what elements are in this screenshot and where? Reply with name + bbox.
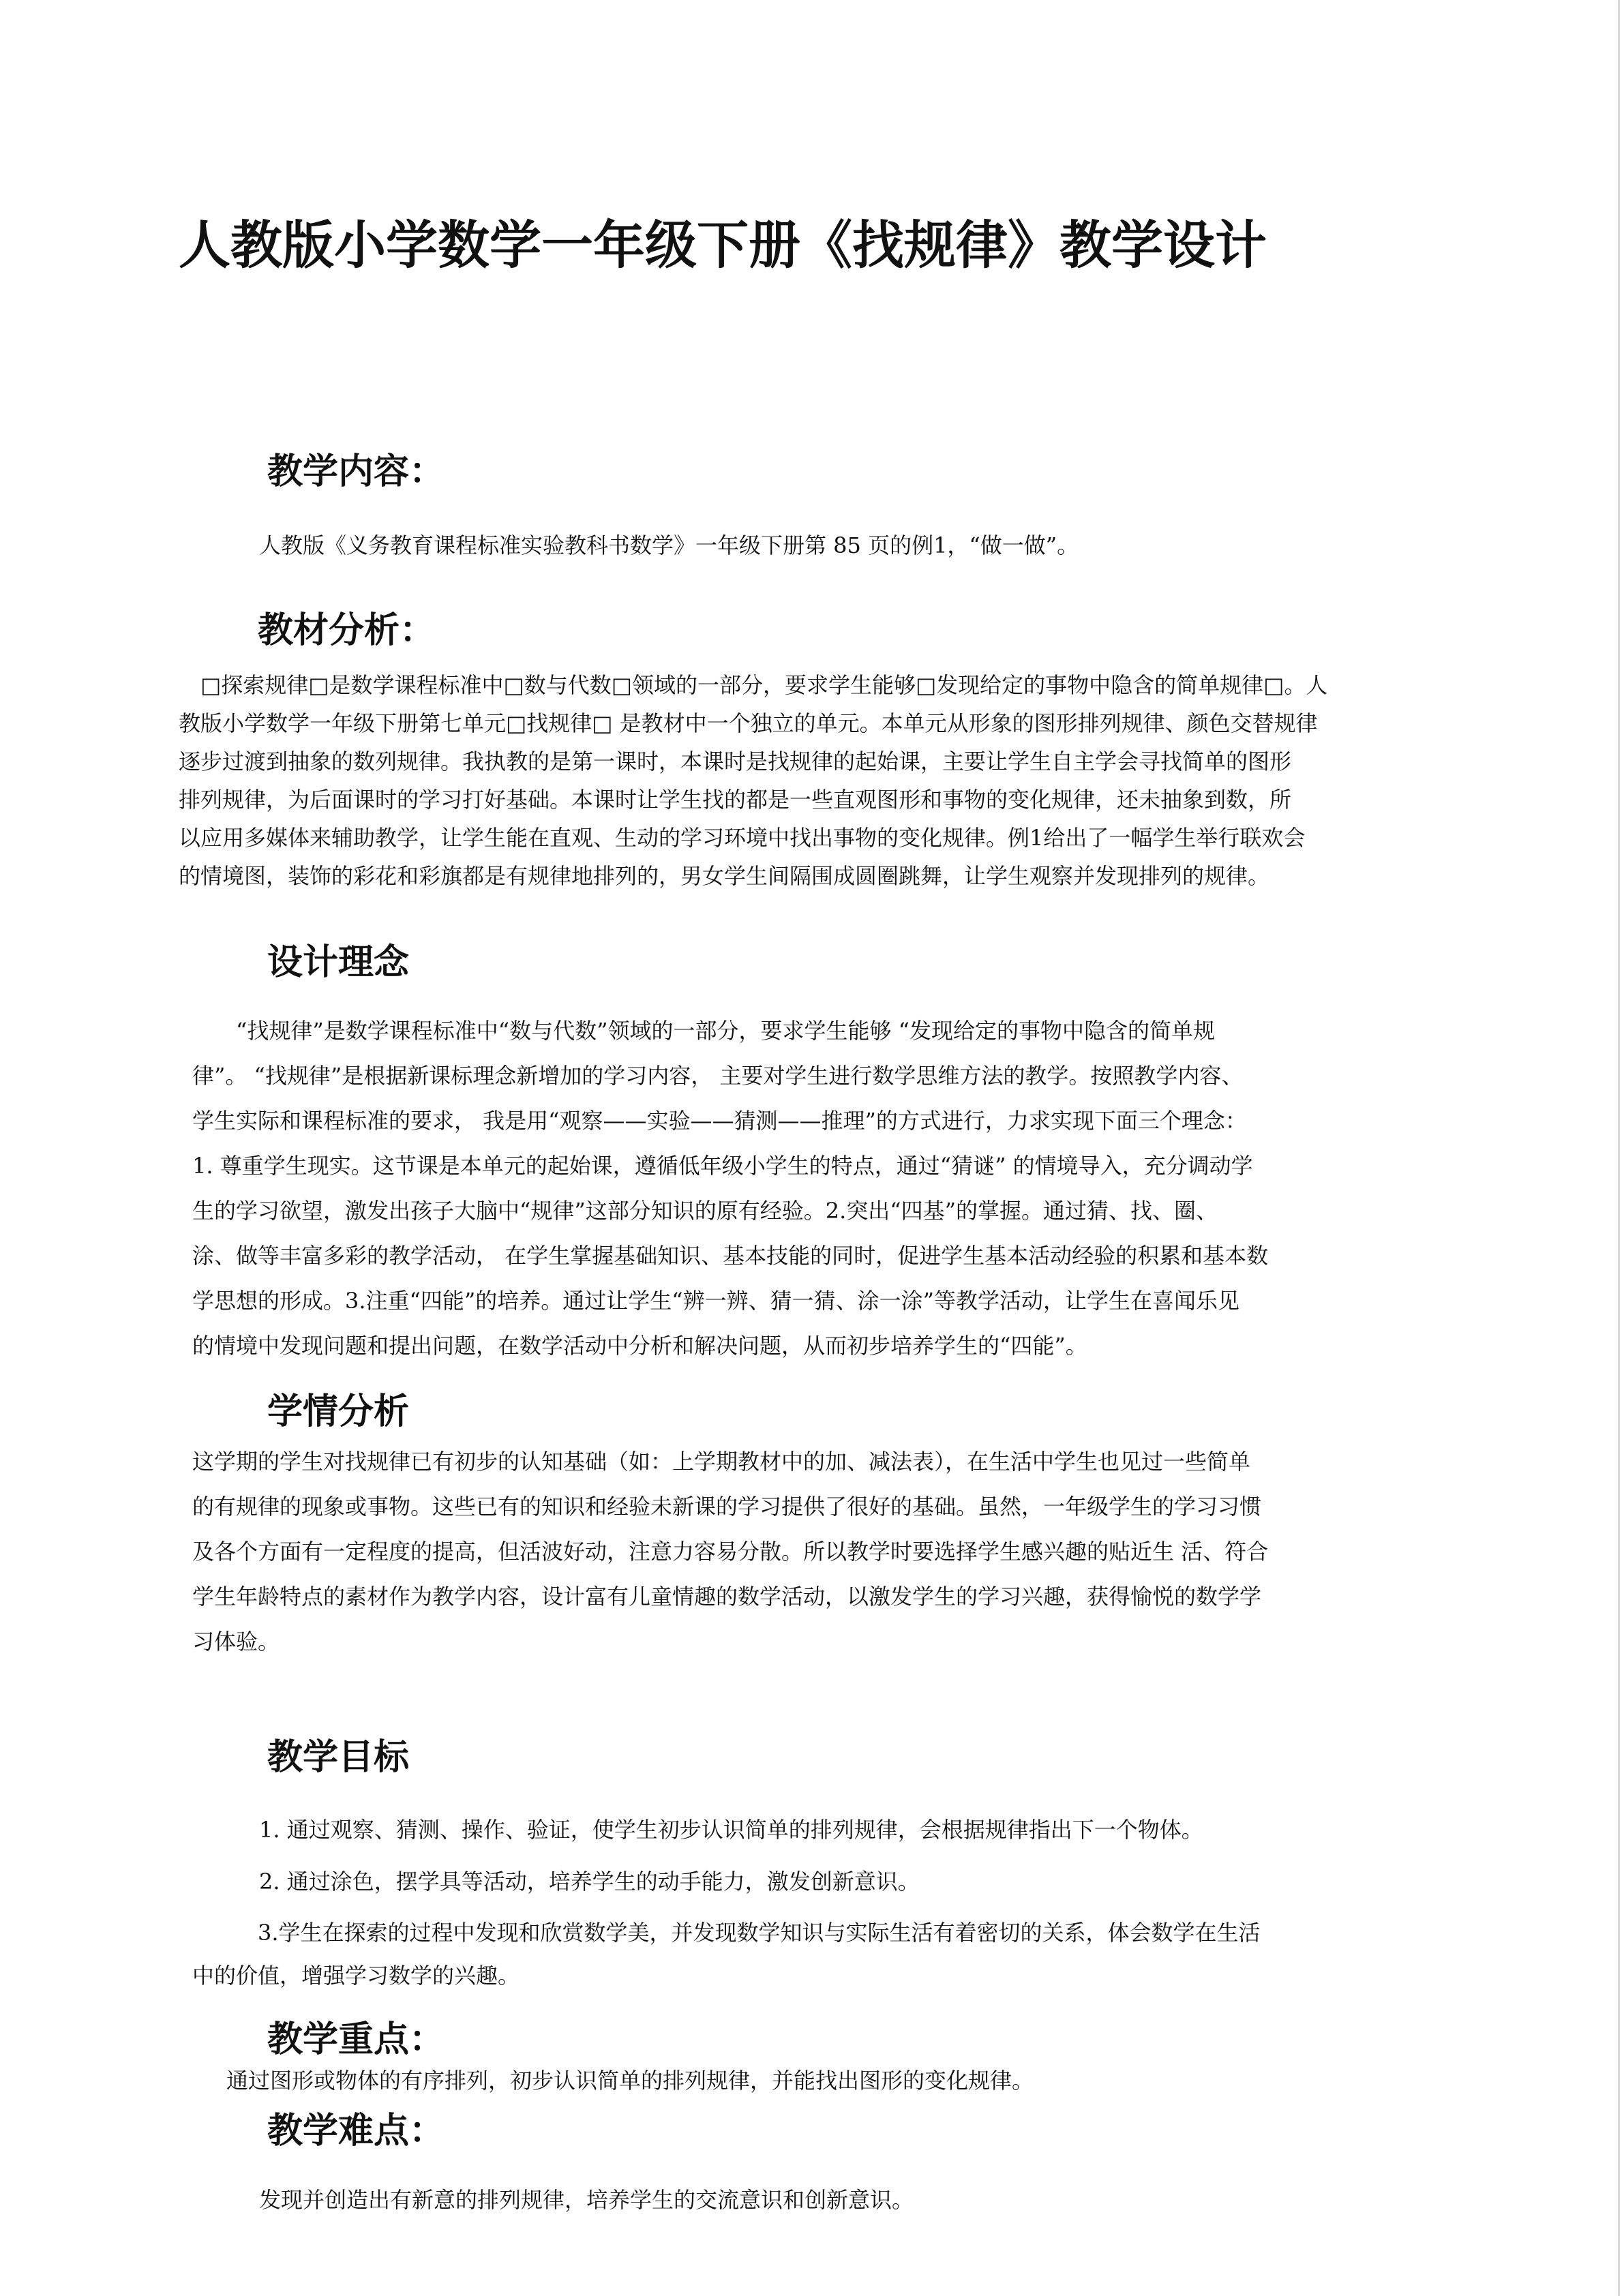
material-analysis-paragraph	[179, 666, 1327, 895]
heading-learner-analysis: 学情分析	[267, 1391, 410, 1432]
heading-design-concept: 设计理念	[267, 942, 410, 983]
paragraph-line: 涂、做等丰富多彩的教学活动， 在学生掌握基础知识、基本技能的同时，促进学生基本活动经验的积累和基本数	[192, 1243, 1269, 1269]
heading-material-analysis: 教材分析：	[258, 610, 436, 651]
heading-teaching-key-point: 教学重点：	[267, 2019, 445, 2060]
paragraph-line: 的情境图，装饰的彩花和彩旗都是有规律地排列的，男女学生间隔围成圆圈跳舞，让学生观察并发现排列的规律。	[179, 863, 1270, 889]
goal-item-1: 1. 通过观察、猜测、操作、验证，使学生初步认识简单的排列规律，会根据规律指出下一个物体。	[259, 1817, 1203, 1843]
goal-item-3	[192, 1912, 1261, 1997]
paragraph-line: 3.学生在探索的过程中发现和欣赏数学美，并发现数学知识与实际生活有着密切的关系，体会数学在生活	[258, 1920, 1261, 1946]
paragraph-line: 教版小学数学一年级下册第七单元□找规律□ 是教材中一个独立的单元。本单元从形象的图形排列规律、颜色交替规律	[179, 710, 1318, 736]
paragraph-line: 律”。 “找规律”是根据新课标理念新增加的学习内容， 主要对学生进行数学思维方法的教学。按照教学内容、	[192, 1063, 1244, 1089]
paragraph-line: 的有规律的现象或事物。这些已有的知识和经验未新课的学习提供了很好的基础。虽然，一年级学生的学习习惯	[192, 1494, 1262, 1520]
heading-teaching-difficulty: 教学难点：	[267, 2111, 445, 2151]
paragraph-line: 习体验。	[192, 1629, 280, 1655]
goal-item-2: 2. 通过涂色，摆学具等活动，培养学生的动手能力，激发创新意识。	[259, 1869, 920, 1894]
teaching-content-text: 人教版《义务教育课程标准实验教科书数学》一年级下册第 85 页的例1，“做一做”。	[259, 532, 1079, 558]
teaching-difficulty-text: 发现并创造出有新意的排列规律，培养学生的交流意识和创新意识。	[259, 2187, 914, 2213]
paragraph-line: 学思想的形成。3.注重“四能”的培养。通过让学生“辨一辨、猜一猜、涂一涂”等教学活动，让学生在喜闻乐见	[192, 1288, 1239, 1314]
heading-teaching-content: 教学内容：	[267, 451, 445, 492]
paragraph-line: 排列规律，为后面课时的学习打好基础。本课时让学生找的都是一些直观图形和事物的变化规律，还未抽象到数，所	[179, 787, 1292, 813]
heading-teaching-goals: 教学目标	[267, 1737, 410, 1778]
paragraph-line: “找规律”是数学课程标准中“数与代数”领域的一部分，要求学生能够 “发现给定的事物中隐含的简单规	[236, 1018, 1215, 1044]
paragraph-line: 生的学习欲望，激发出孩子大脑中“规律”这部分知识的原有经验。2.突出“四基”的掌握。通过猜、找、圈、	[192, 1198, 1218, 1224]
paragraph-line: 及各个方面有一定程度的提高，但活波好动，注意力容易分散。所以教学时要选择学生感兴趣的贴近生 活、符合	[192, 1539, 1269, 1565]
paragraph-line: 逐步过渡到抽象的数列规律。我执教的是第一课时，本课时是找规律的起始课，主要让学生自主学会寻找简单的图形	[179, 749, 1292, 774]
paragraph-line: 以应用多媒体来辅助教学，让学生能在直观、生动的学习环境中找出事物的变化规律。例1给出了一幅学生举行联欢会	[179, 825, 1306, 851]
paragraph-line: 这学期的学生对找规律已有初步的认知基础（如：上学期教材中的加、减法表），在生活中学生也见过一些简单	[192, 1449, 1251, 1475]
paragraph-line: □探索规律□是数学课程标准中□数与代数□领域的一部分，要求学生能够□发现给定的事物中隐含的简单规律□。人	[200, 672, 1328, 698]
design-concept-paragraph	[192, 1008, 1268, 1368]
paragraph-line: 中的价值，增强学习数学的兴趣。	[192, 1963, 520, 1989]
page-edge-rule	[1618, 0, 1620, 2296]
paragraph-line: 的情境中发现问题和提出问题，在数学活动中分析和解决问题，从而初步培养学生的“四能”。	[192, 1333, 1087, 1359]
learner-analysis-paragraph	[192, 1439, 1268, 1664]
document-title: 人教版小学数学一年级下册《找规律》教学设计	[179, 215, 1267, 275]
paragraph-line: 1. 尊重学生现实。这节课是本单元的起始课，遵循低年级小学生的特点，通过“猜谜” 的情境导入，充分调动学	[192, 1153, 1253, 1179]
paragraph-line: 学生年龄特点的素材作为教学内容，设计富有儿童情趣的数学活动，以激发学生的学习兴趣，获得愉悦的数学学	[192, 1584, 1262, 1610]
paragraph-line: 学生实际和课程标准的要求， 我是用“观察——实验——猜测——推理”的方式进行，力求实现下面三个理念：	[192, 1108, 1247, 1134]
teaching-key-point-text: 通过图形或物体的有序排列，初步认识简单的排列规律，并能找出图形的变化规律。	[226, 2068, 1034, 2094]
